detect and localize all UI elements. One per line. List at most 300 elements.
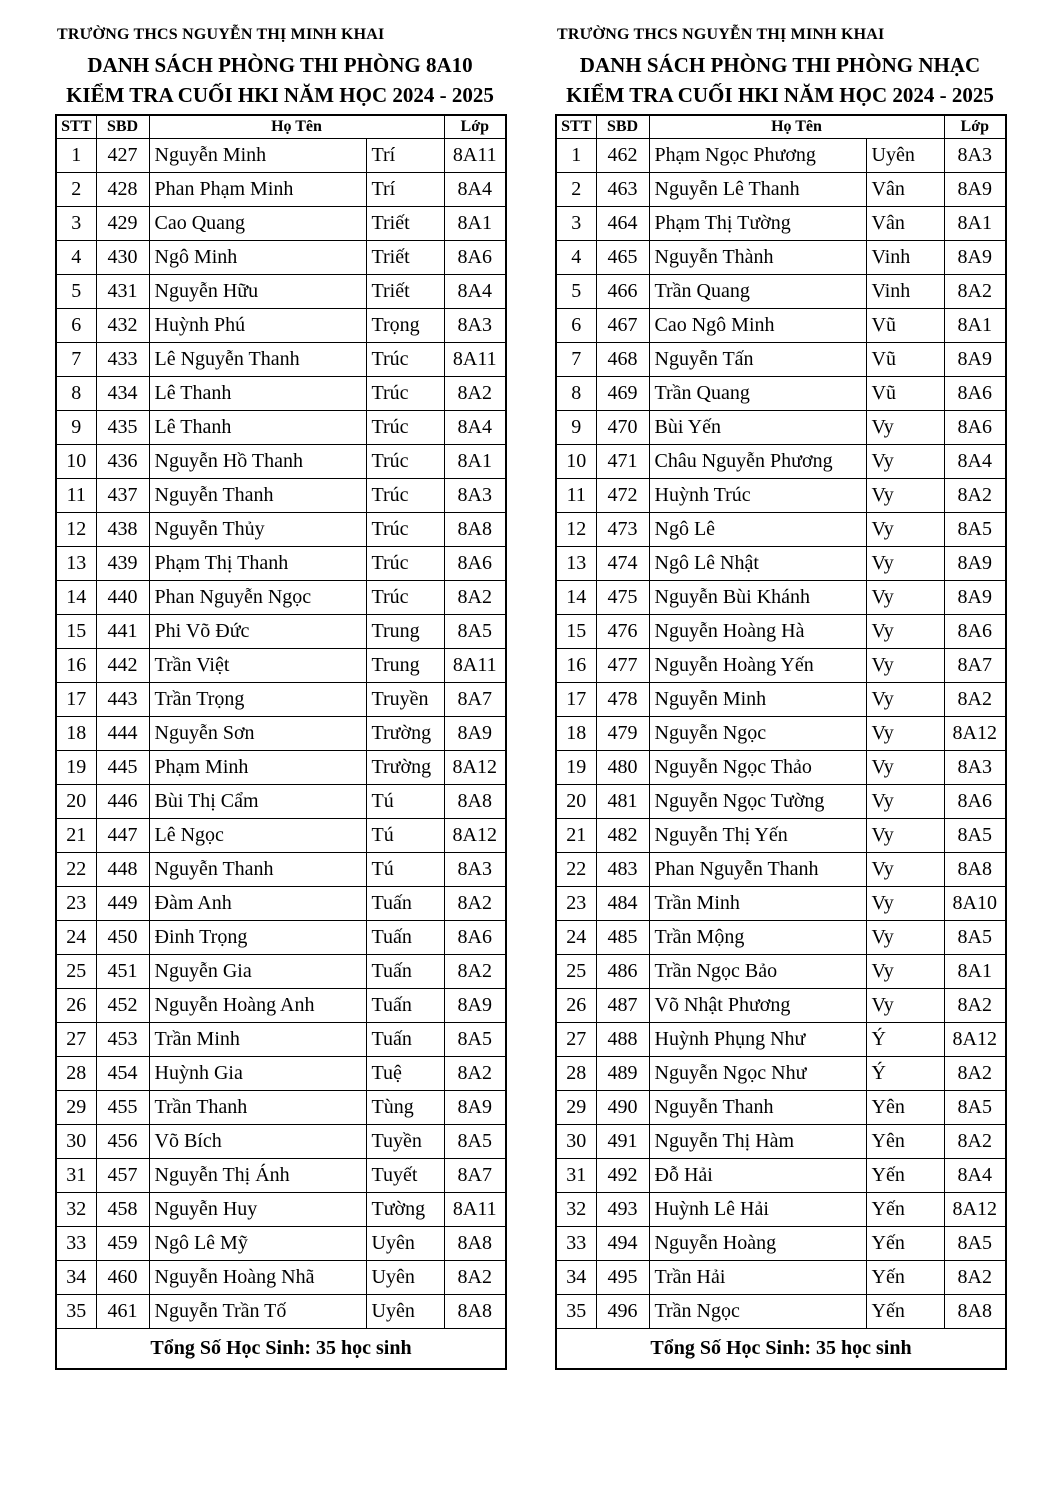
cell-given-name: Ý [866,1056,944,1090]
table-row [56,240,506,274]
cell-sbd: 437 [96,478,149,512]
cell-given-name: Vân [866,206,944,240]
cell-sbd: 429 [96,206,149,240]
cell-family-name: Lê Thanh [149,410,366,444]
cell-sbd: 480 [596,750,649,784]
table-row [56,750,506,784]
table-row [56,1260,506,1294]
table-row [56,1226,506,1260]
cell-sbd: 471 [596,444,649,478]
cell-stt: 10 [556,444,596,478]
table-row [56,852,506,886]
col-header-sbd: SBD [596,115,649,139]
cell-stt: 3 [56,206,96,240]
cell-given-name: Uyên [366,1260,444,1294]
cell-sbd: 464 [596,206,649,240]
cell-stt: 5 [56,274,96,308]
cell-sbd: 477 [596,648,649,682]
cell-family-name: Nguyễn Gia [149,954,366,988]
cell-given-name: Vũ [866,342,944,376]
cell-family-name: Trần Mộng [649,920,866,954]
cell-class: 8A12 [444,818,506,852]
cell-family-name: Trần Việt [149,648,366,682]
cell-given-name: Vũ [866,376,944,410]
cell-stt: 9 [556,410,596,444]
cell-sbd: 434 [96,376,149,410]
cell-family-name: Phan Phạm Minh [149,172,366,206]
cell-sbd: 473 [596,512,649,546]
cell-family-name: Châu Nguyễn Phương [649,444,866,478]
cell-sbd: 491 [596,1124,649,1158]
cell-stt: 29 [556,1090,596,1124]
cell-family-name: Trần Minh [649,886,866,920]
cell-family-name: Lê Ngọc [149,818,366,852]
cell-stt: 4 [56,240,96,274]
cell-family-name: Ngô Lê Nhật [649,546,866,580]
cell-sbd: 490 [596,1090,649,1124]
cell-given-name: Yên [866,1124,944,1158]
cell-given-name: Trúc [366,580,444,614]
cell-class: 8A3 [444,308,506,342]
table-row [56,580,506,614]
table-row [556,444,1006,478]
cell-given-name: Vy [866,818,944,852]
cell-sbd: 442 [96,648,149,682]
cell-family-name: Ngô Lê [649,512,866,546]
cell-stt: 18 [556,716,596,750]
cell-sbd: 458 [96,1192,149,1226]
table-row [56,1158,506,1192]
cell-sbd: 447 [96,818,149,852]
cell-stt: 12 [556,512,596,546]
cell-sbd: 450 [96,920,149,954]
cell-family-name: Trần Minh [149,1022,366,1056]
cell-class: 8A12 [944,1022,1006,1056]
cell-sbd: 486 [596,954,649,988]
cell-given-name: Vy [866,410,944,444]
cell-family-name: Nguyễn Hoàng Hà [649,614,866,648]
cell-class: 8A8 [444,1294,506,1328]
cell-stt: 21 [56,818,96,852]
roster-body [56,138,506,1328]
cell-family-name: Nguyễn Minh [149,138,366,172]
cell-class: 8A12 [944,716,1006,750]
cell-given-name: Trúc [366,342,444,376]
cell-given-name: Tuấn [366,988,444,1022]
cell-stt: 20 [56,784,96,818]
cell-family-name: Nguyễn Hoàng Anh [149,988,366,1022]
cell-stt: 14 [56,580,96,614]
cell-sbd: 451 [96,954,149,988]
table-row [56,376,506,410]
cell-class: 8A2 [944,478,1006,512]
cell-class: 8A8 [444,784,506,818]
cell-class: 8A2 [944,1260,1006,1294]
table-row [556,172,1006,206]
cell-class: 8A6 [944,614,1006,648]
cell-stt: 5 [556,274,596,308]
cell-given-name: Trúc [366,546,444,580]
roster-body [556,138,1006,1328]
table-row [556,138,1006,172]
cell-sbd: 485 [596,920,649,954]
cell-family-name: Nguyễn Sơn [149,716,366,750]
header-row [56,115,506,139]
cell-stt: 13 [56,546,96,580]
cell-given-name: Vy [866,886,944,920]
table-row [556,580,1006,614]
cell-class: 8A2 [444,580,506,614]
exam-roster-sheet-nhac [555,26,1005,1370]
cell-family-name: Huỳnh Lê Hải [649,1192,866,1226]
cell-family-name: Cao Ngô Minh [649,308,866,342]
cell-sbd: 446 [96,784,149,818]
table-row [56,172,506,206]
exam-roster-sheet-8a10 [55,26,505,1370]
cell-class: 8A7 [444,1158,506,1192]
col-header-lop: Lớp [944,115,1006,139]
cell-sbd: 463 [596,172,649,206]
cell-sbd: 428 [96,172,149,206]
table-row [556,648,1006,682]
cell-family-name: Nguyễn Thành [649,240,866,274]
cell-class: 8A2 [944,1056,1006,1090]
cell-family-name: Phạm Thị Thanh [149,546,366,580]
cell-family-name: Đỗ Hải [649,1158,866,1192]
cell-sbd: 461 [96,1294,149,1328]
cell-sbd: 468 [596,342,649,376]
cell-family-name: Nguyễn Thanh [649,1090,866,1124]
cell-sbd: 430 [96,240,149,274]
table-row [556,478,1006,512]
cell-class: 8A6 [944,784,1006,818]
cell-sbd: 492 [596,1158,649,1192]
cell-sbd: 453 [96,1022,149,1056]
table-row [556,750,1006,784]
cell-given-name: Trúc [366,478,444,512]
cell-stt: 16 [56,648,96,682]
cell-given-name: Trường [366,750,444,784]
cell-stt: 22 [556,852,596,886]
cell-given-name: Vân [866,172,944,206]
cell-class: 8A9 [944,580,1006,614]
cell-family-name: Nguyễn Thanh [149,852,366,886]
cell-family-name: Phạm Minh [149,750,366,784]
cell-class: 8A6 [444,920,506,954]
cell-stt: 1 [556,138,596,172]
cell-stt: 12 [56,512,96,546]
cell-class: 8A1 [944,206,1006,240]
table-row [556,784,1006,818]
cell-given-name: Trí [366,172,444,206]
cell-family-name: Trần Thanh [149,1090,366,1124]
cell-sbd: 467 [596,308,649,342]
cell-stt: 17 [56,682,96,716]
cell-given-name: Tuấn [366,920,444,954]
table-row [56,546,506,580]
cell-stt: 33 [556,1226,596,1260]
cell-stt: 18 [56,716,96,750]
cell-stt: 29 [56,1090,96,1124]
cell-sbd: 448 [96,852,149,886]
cell-given-name: Vy [866,784,944,818]
table-row [556,1022,1006,1056]
cell-class: 8A3 [444,478,506,512]
cell-family-name: Lê Nguyễn Thanh [149,342,366,376]
cell-stt: 7 [556,342,596,376]
cell-stt: 25 [556,954,596,988]
cell-stt: 1 [56,138,96,172]
cell-class: 8A2 [444,954,506,988]
cell-given-name: Yến [866,1192,944,1226]
cell-given-name: Yến [866,1260,944,1294]
cell-stt: 11 [556,478,596,512]
table-row [556,614,1006,648]
cell-given-name: Vinh [866,240,944,274]
cell-sbd: 440 [96,580,149,614]
cell-class: 8A11 [444,342,506,376]
cell-stt: 14 [556,580,596,614]
cell-family-name: Trần Quang [649,376,866,410]
table-row [556,716,1006,750]
cell-family-name: Huỳnh Gia [149,1056,366,1090]
table-row [56,1056,506,1090]
footer-row [556,1328,1006,1369]
cell-family-name: Đàm Anh [149,886,366,920]
cell-given-name: Vy [866,716,944,750]
cell-stt: 23 [556,886,596,920]
cell-given-name: Uyên [866,138,944,172]
cell-stt: 28 [56,1056,96,1090]
table-row [56,784,506,818]
cell-given-name: Tùng [366,1090,444,1124]
cell-family-name: Trần Trọng [149,682,366,716]
cell-sbd: 488 [596,1022,649,1056]
cell-sbd: 441 [96,614,149,648]
cell-stt: 8 [56,376,96,410]
cell-family-name: Trần Ngọc [649,1294,866,1328]
cell-sbd: 487 [596,988,649,1022]
cell-family-name: Ngô Lê Mỹ [149,1226,366,1260]
sheet-subtitle: KIỂM TRA CUỐI HKI NĂM HỌC 2024 - 2025 [566,82,994,107]
cell-family-name: Phan Nguyễn Thanh [649,852,866,886]
cell-class: 8A1 [944,308,1006,342]
cell-stt: 31 [556,1158,596,1192]
table-row [56,954,506,988]
cell-class: 8A8 [944,852,1006,886]
cell-stt: 3 [556,206,596,240]
table-row [556,410,1006,444]
table-row [556,954,1006,988]
table-row [556,206,1006,240]
cell-class: 8A5 [444,1124,506,1158]
table-row [556,1226,1006,1260]
cell-class: 8A5 [444,1022,506,1056]
table-row [56,886,506,920]
cell-given-name: Yến [866,1158,944,1192]
sheet-subtitle: KIỂM TRA CUỐI HKI NĂM HỌC 2024 - 2025 [66,82,494,107]
cell-stt: 35 [56,1294,96,1328]
table-row [556,274,1006,308]
cell-class: 8A8 [444,1226,506,1260]
table-row [56,988,506,1022]
cell-given-name: Trung [366,614,444,648]
cell-given-name: Vy [866,852,944,886]
table-row [56,206,506,240]
cell-given-name: Vy [866,546,944,580]
cell-stt: 26 [56,988,96,1022]
cell-sbd: 444 [96,716,149,750]
table-row [556,1192,1006,1226]
cell-stt: 24 [56,920,96,954]
cell-class: 8A4 [444,172,506,206]
cell-family-name: Nguyễn Thị Hàm [649,1124,866,1158]
col-header-hoten: Họ Tên [649,115,944,139]
cell-given-name: Vy [866,580,944,614]
cell-sbd: 433 [96,342,149,376]
cell-family-name: Nguyễn Lê Thanh [649,172,866,206]
table-row [56,308,506,342]
cell-given-name: Trường [366,716,444,750]
cell-sbd: 439 [96,546,149,580]
cell-given-name: Vy [866,648,944,682]
cell-family-name: Nguyễn Thanh [149,478,366,512]
cell-stt: 30 [56,1124,96,1158]
table-row [56,1192,506,1226]
table-row [56,138,506,172]
cell-class: 8A1 [444,444,506,478]
cell-family-name: Nguyễn Ngọc Thảo [649,750,866,784]
cell-class: 8A2 [444,376,506,410]
cell-class: 8A9 [444,1090,506,1124]
cell-stt: 23 [56,886,96,920]
cell-class: 8A9 [944,240,1006,274]
cell-stt: 19 [556,750,596,784]
col-header-hoten: Họ Tên [149,115,444,139]
cell-class: 8A2 [944,988,1006,1022]
cell-stt: 32 [556,1192,596,1226]
cell-family-name: Huỳnh Trúc [649,478,866,512]
cell-class: 8A12 [944,1192,1006,1226]
cell-given-name: Tuấn [366,1022,444,1056]
cell-given-name: Vy [866,750,944,784]
cell-sbd: 462 [596,138,649,172]
cell-sbd: 495 [596,1260,649,1294]
cell-class: 8A11 [444,1192,506,1226]
cell-sbd: 474 [596,546,649,580]
table-row [556,240,1006,274]
cell-given-name: Tú [366,784,444,818]
cell-sbd: 431 [96,274,149,308]
cell-family-name: Nguyễn Hoàng Yến [649,648,866,682]
table-row [556,920,1006,954]
cell-given-name: Tú [366,852,444,886]
cell-family-name: Nguyễn Bùi Khánh [649,580,866,614]
cell-stt: 20 [556,784,596,818]
table-row [56,818,506,852]
cell-sbd: 475 [596,580,649,614]
cell-given-name: Tuyền [366,1124,444,1158]
cell-class: 8A5 [944,1090,1006,1124]
cell-class: 8A5 [444,614,506,648]
cell-given-name: Truyền [366,682,444,716]
cell-family-name: Nguyễn Minh [649,682,866,716]
cell-sbd: 454 [96,1056,149,1090]
cell-family-name: Bùi Thị Cẩm [149,784,366,818]
cell-family-name: Trần Ngọc Bảo [649,954,866,988]
table-row [56,410,506,444]
cell-sbd: 482 [596,818,649,852]
table-row [556,1260,1006,1294]
header-row [556,115,1006,139]
cell-given-name: Vy [866,682,944,716]
cell-given-name: Vy [866,444,944,478]
cell-given-name: Trúc [366,376,444,410]
cell-given-name: Trúc [366,512,444,546]
cell-sbd: 476 [596,614,649,648]
cell-sbd: 496 [596,1294,649,1328]
cell-given-name: Vy [866,920,944,954]
cell-sbd: 427 [96,138,149,172]
table-row [56,478,506,512]
cell-stt: 32 [56,1192,96,1226]
cell-sbd: 435 [96,410,149,444]
table-row [556,1294,1006,1328]
cell-stt: 15 [556,614,596,648]
table-row [56,682,506,716]
footer-row [56,1328,506,1369]
cell-given-name: Tường [366,1192,444,1226]
cell-class: 8A2 [944,274,1006,308]
cell-given-name: Ý [866,1022,944,1056]
cell-family-name: Nguyễn Ngọc [649,716,866,750]
cell-stt: 27 [556,1022,596,1056]
cell-stt: 8 [556,376,596,410]
cell-class: 8A6 [444,240,506,274]
cell-class: 8A8 [944,1294,1006,1328]
cell-class: 8A2 [444,886,506,920]
cell-family-name: Võ Nhật Phương [649,988,866,1022]
cell-given-name: Vinh [866,274,944,308]
cell-sbd: 457 [96,1158,149,1192]
cell-class: 8A9 [944,172,1006,206]
cell-stt: 31 [56,1158,96,1192]
cell-family-name: Nguyễn Hồ Thanh [149,444,366,478]
cell-stt: 34 [56,1260,96,1294]
cell-sbd: 494 [596,1226,649,1260]
cell-stt: 17 [556,682,596,716]
table-row [56,512,506,546]
cell-given-name: Uyên [366,1294,444,1328]
table-row [556,546,1006,580]
table-row [556,852,1006,886]
table-row [556,682,1006,716]
cell-family-name: Nguyễn Thủy [149,512,366,546]
cell-given-name: Yến [866,1294,944,1328]
cell-class: 8A12 [444,750,506,784]
cell-class: 8A9 [444,988,506,1022]
cell-sbd: 479 [596,716,649,750]
cell-given-name: Tuấn [366,954,444,988]
cell-class: 8A6 [944,376,1006,410]
school-name: TRƯỜNG THCS NGUYỄN THỊ MINH KHAI [57,26,385,43]
cell-family-name: Nguyễn Hữu [149,274,366,308]
table-row [556,988,1006,1022]
cell-stt: 34 [556,1260,596,1294]
cell-stt: 28 [556,1056,596,1090]
table-row [556,1056,1006,1090]
cell-sbd: 483 [596,852,649,886]
